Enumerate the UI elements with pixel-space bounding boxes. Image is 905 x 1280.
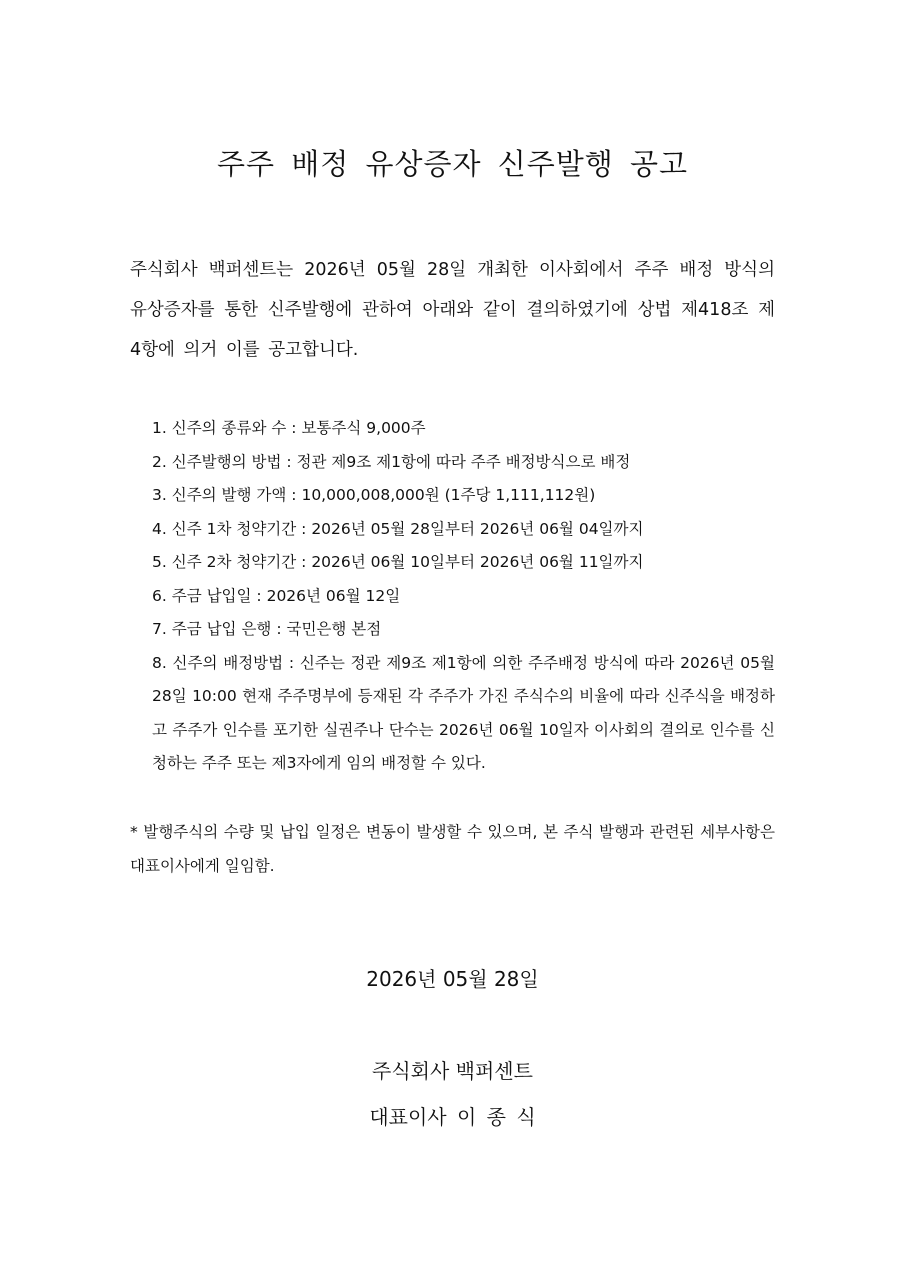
list-item: 6. 주금 납입일 : 2026년 06월 12일 [152, 586, 401, 605]
document-title: 주주 배정 유상증자 신주발행 공고 [216, 147, 689, 181]
list-item: 7. 주금 납입 은행 : 국민은행 본점 [152, 620, 382, 638]
list-item: 4. 신주 1차 청약기간 : 2026년 05월 28일부터 2026년 06월 04일까지 [152, 519, 644, 538]
terms-list [152, 412, 775, 781]
list-item: 5. 신주 2차 청약기간 : 2026년 06월 10일부터 2026년 06월 11일까지 [152, 553, 644, 571]
list-item: 1. 신주의 종류와 수 : 보통주식 9,000주 [152, 419, 426, 437]
ceo-signature: 대표이사 이 종 식 [369, 1105, 536, 1129]
company-name: 주식회사 백퍼센트 [372, 1059, 533, 1083]
list-item: 2. 신주발행의 방법 : 정관 제9조 제1항에 따라 주주 배정방식으로 배정 [152, 452, 631, 471]
footnote: * 발행주식의 수량 및 납입 일정은 변동이 발생할 수 있으며, 본 주식 발행과 관련된 세부사항은 대표이사에게 일임함. [130, 823, 775, 875]
list-item: 3. 신주의 발행 가액 : 10,000,008,000원 (1주당 1,111,112원) [152, 486, 596, 504]
list-item: 8. 신주의 배정방법 : 신주는 정관 제9조 제1항에 의한 주주배정 방식에 따라 2026년 05월 28일 10:00 현재 주주명부에 등재된 각 주주가 가진 주식수의 비율에 따라 신주식을 배정하고 주주가 인수를 포기한 실권주나 단수는 2026년 06월 10일자 이사회의 결의로 인수를 신청하는 주주 또는 제3자에게 임의 배정할 수 있다. [152, 653, 775, 772]
announcement-date: 2026년 05월 28일 [366, 967, 539, 991]
intro-paragraph: 주식회사 백퍼센트는 2026년 05월 28일 개최한 이사회에서 주주 배정 방식의 유상증자를 통한 신주발행에 관하여 아래와 같이 결의하였기에 상법 제418조 제4항에 의거 이를 공고합니다. [130, 260, 775, 360]
